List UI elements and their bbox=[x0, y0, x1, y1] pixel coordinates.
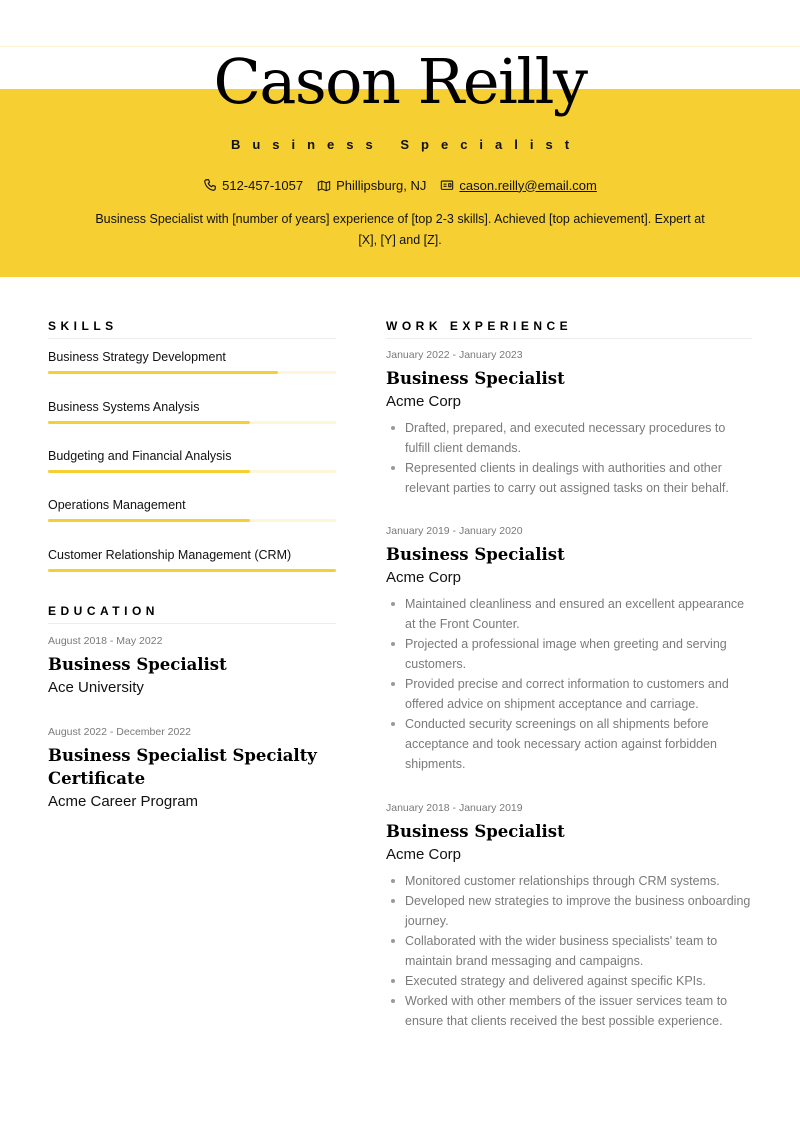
map-icon bbox=[317, 178, 331, 192]
skill-label: Business Strategy Development bbox=[48, 350, 226, 364]
skill-level-bar bbox=[48, 470, 336, 473]
skill-level-fill bbox=[48, 421, 250, 424]
email-link[interactable]: cason.reilly@email.com bbox=[459, 177, 597, 193]
job-title-entry: Business Specialist bbox=[386, 545, 565, 564]
phone-text: 512-457-1057 bbox=[222, 177, 304, 193]
job-bullet: Conducted security screenings on all shipments before acceptance and took necessary action against forbidden shipments. bbox=[386, 714, 752, 774]
skill-level-fill bbox=[48, 519, 250, 522]
job-bullet: Projected a professional image when greeting and serving customers. bbox=[386, 634, 752, 674]
job-entry bbox=[386, 348, 752, 498]
phone-icon bbox=[203, 178, 217, 192]
skill-label: Operations Management bbox=[48, 498, 186, 512]
skills-divider bbox=[48, 338, 336, 339]
skill-item bbox=[48, 497, 336, 522]
job-bullet: Developed new strategies to improve the business onboarding journey. bbox=[386, 891, 752, 931]
contact-phone bbox=[203, 178, 303, 193]
contact-location bbox=[317, 178, 426, 193]
skill-label: Business Systems Analysis bbox=[48, 400, 200, 414]
job-dates: January 2018 - January 2019 bbox=[386, 802, 523, 814]
job-bullets bbox=[386, 871, 752, 1031]
skill-level-bar bbox=[48, 371, 336, 374]
skill-level-bar bbox=[48, 519, 336, 522]
education-entry bbox=[48, 725, 338, 812]
job-company: Acme Corp bbox=[386, 846, 462, 863]
job-bullet: Drafted, prepared, and executed necessary procedures to fulfill client demands. bbox=[386, 418, 752, 458]
job-bullet: Worked with other members of the issuer services team to ensure that clients received the best possible experience. bbox=[386, 991, 752, 1031]
job-title-entry: Business Specialist bbox=[386, 369, 565, 388]
skill-item bbox=[48, 547, 336, 572]
job-entry bbox=[386, 524, 752, 774]
contact-row bbox=[0, 175, 800, 195]
education-institution: Ace University bbox=[48, 679, 144, 696]
education-institution: Acme Career Program bbox=[48, 793, 199, 810]
contact-email[interactable] bbox=[440, 178, 596, 193]
education-divider bbox=[48, 623, 336, 624]
skill-label: Customer Relationship Management (CRM) bbox=[48, 548, 292, 562]
job-bullets bbox=[386, 594, 752, 774]
skill-level-fill bbox=[48, 371, 278, 374]
job-bullet: Collaborated with the wider business specialists' team to maintain brand messaging and campaigns. bbox=[386, 931, 752, 971]
skill-level-bar bbox=[48, 569, 336, 572]
candidate-name: Cason Reilly bbox=[213, 45, 587, 118]
job-company: Acme Corp bbox=[386, 393, 462, 410]
skill-item bbox=[48, 448, 336, 473]
education-dates: August 2018 - May 2022 bbox=[48, 635, 163, 647]
experience-heading: WORK EXPERIENCE bbox=[386, 319, 573, 333]
skill-item bbox=[48, 399, 336, 424]
education-title: Business Specialist Specialty Certificate bbox=[48, 746, 317, 788]
job-bullets bbox=[386, 418, 752, 498]
education-title: Business Specialist bbox=[48, 655, 227, 674]
skill-label: Budgeting and Financial Analysis bbox=[48, 449, 232, 463]
job-entry bbox=[386, 801, 752, 1031]
job-bullet: Maintained cleanliness and ensured an excellent appearance at the Front Counter. bbox=[386, 594, 752, 634]
profile-summary: Business Specialist with [number of years] experience of [top 2-3 skills]. Achieved [top achievement]. Expert at [X], [Y] and [Z]. bbox=[95, 212, 705, 247]
experience-divider bbox=[386, 338, 752, 339]
job-bullet: Provided precise and correct information to customers and offered advice on shipment acceptance and carriage. bbox=[386, 674, 752, 714]
education-entry bbox=[48, 634, 338, 698]
job-company: Acme Corp bbox=[386, 569, 462, 586]
email-card-icon bbox=[440, 178, 454, 192]
job-bullet: Monitored customer relationships through CRM systems. bbox=[386, 871, 752, 891]
skill-level-fill bbox=[48, 470, 250, 473]
skill-level-fill bbox=[48, 569, 336, 572]
job-dates: January 2019 - January 2020 bbox=[386, 525, 523, 537]
job-title: Business Specialist bbox=[230, 137, 582, 152]
location-text: Phillipsburg, NJ bbox=[336, 177, 427, 193]
job-title-entry: Business Specialist bbox=[386, 822, 565, 841]
skill-level-bar bbox=[48, 421, 336, 424]
education-heading: EDUCATION bbox=[48, 604, 159, 618]
skills-heading: SKILLS bbox=[48, 319, 118, 333]
education-dates: August 2022 - December 2022 bbox=[48, 726, 192, 738]
job-dates: January 2022 - January 2023 bbox=[386, 349, 523, 361]
job-bullet: Represented clients in dealings with authorities and other relevant parties to carry out assigned tasks on their behalf. bbox=[386, 458, 752, 498]
job-bullet: Executed strategy and delivered against specific KPIs. bbox=[386, 971, 752, 991]
skill-item bbox=[48, 349, 336, 374]
